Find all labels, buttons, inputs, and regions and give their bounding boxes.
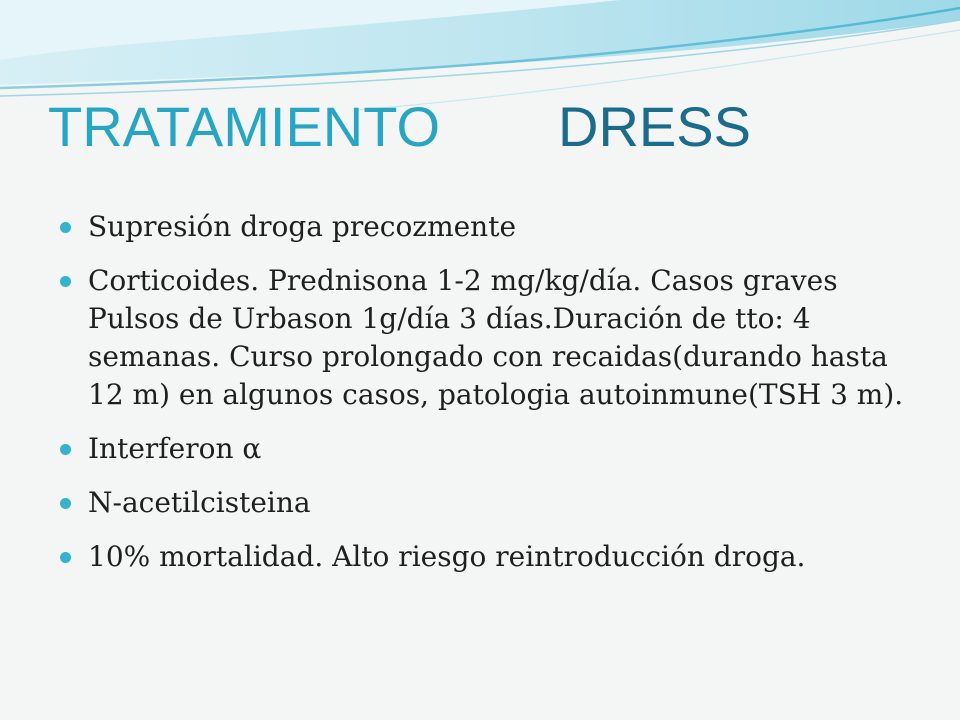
bullet-list [60,208,920,592]
bullet-dot-icon [60,222,71,233]
bullet-text: Supresión droga precozmente [88,210,517,243]
bullet-dot-icon [60,498,71,509]
bullet-item [60,538,920,576]
bullet-item [60,208,920,246]
bullet-text: 10% mortalidad. Alto riesgo reintroducción droga. [88,540,806,573]
bullet-text: N-acetilcisteina [88,486,311,519]
bullet-dot-icon [60,552,71,563]
title-word-dress: DRESS [558,95,751,158]
bullet-dot-icon [60,444,71,455]
bullet-text: Corticoides. Prednisona 1-2 mg/kg/día. Casos graves Pulsos de Urbason 1g/día 3 días.Duración de tto: 4 semanas. Curso prolongado con recaidas(durando hasta 12 m) en algunos casos, patologia autoinmune(TSH 3 m). [88,264,904,411]
bullet-item [60,430,920,468]
bullet-dot-icon [60,276,71,287]
header-wave-decoration [0,0,960,110]
bullet-item [60,262,920,414]
bullet-item [60,484,920,522]
slide-title [48,96,751,158]
bullet-text: Interferon α [88,432,262,465]
title-word-tratamiento: TRATAMIENTO [48,95,440,158]
